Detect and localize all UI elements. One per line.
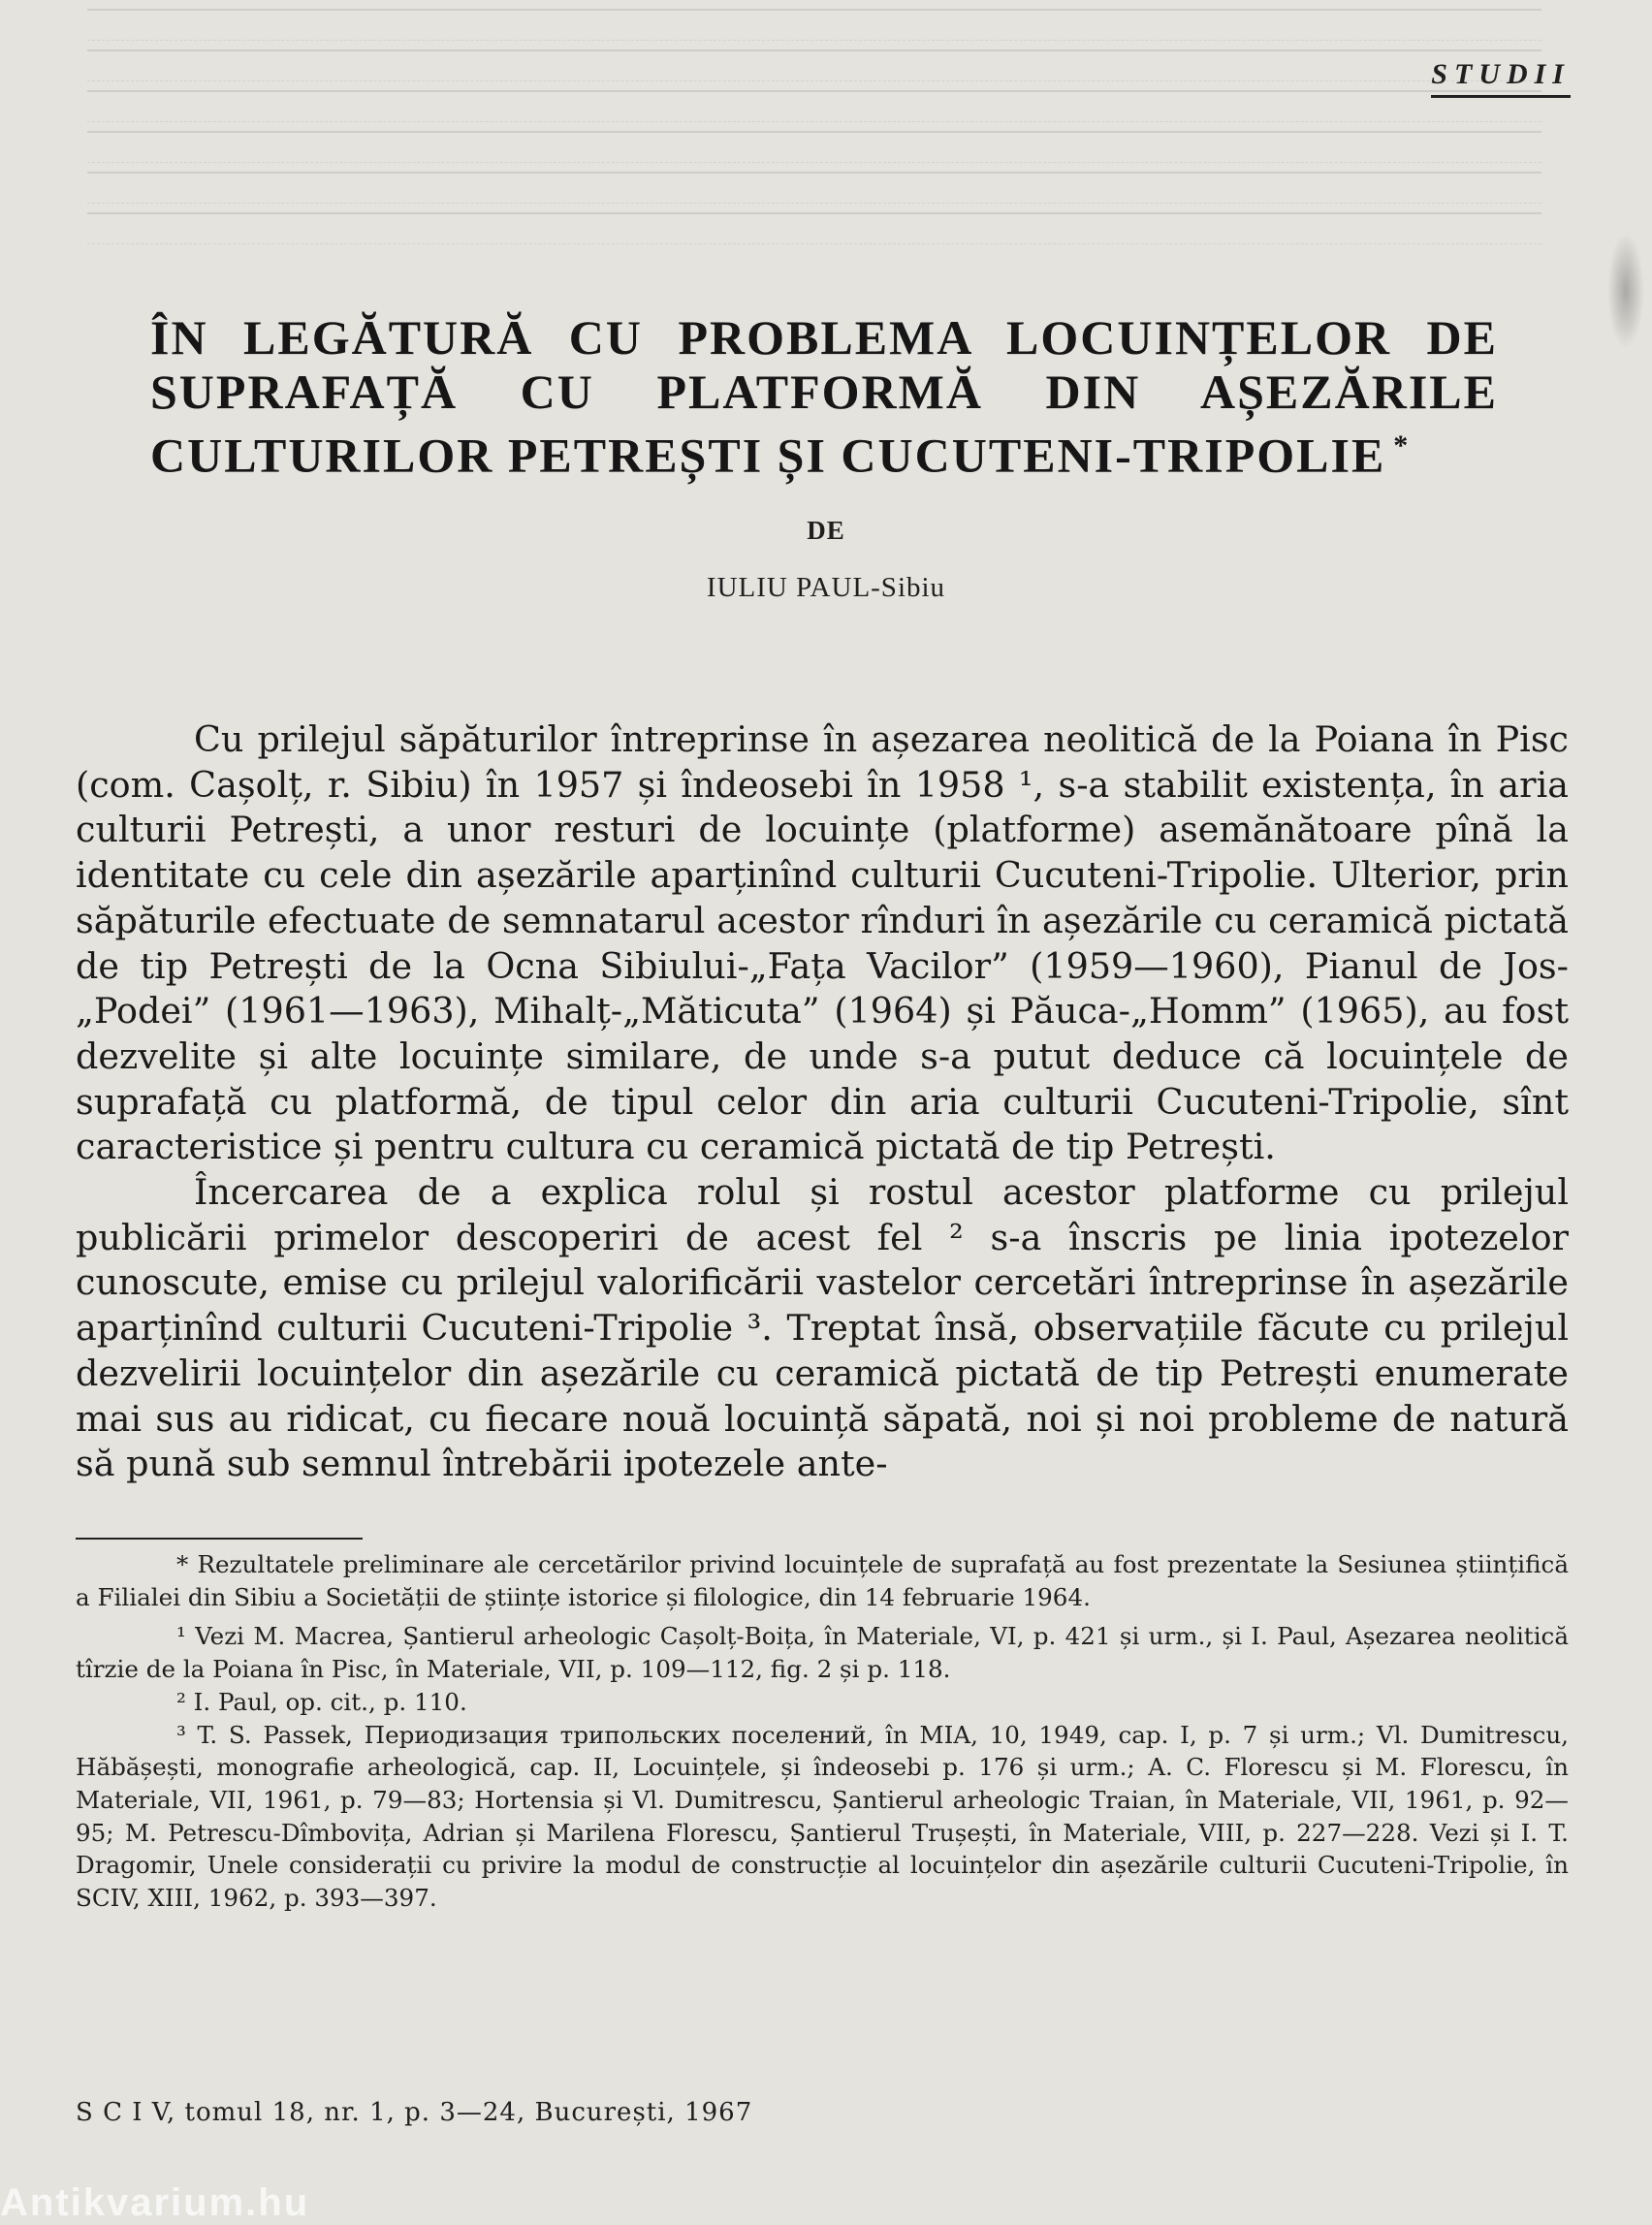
body-paragraph: Cu prilejul săpăturilor întreprinse în așezarea neolitică de la Poiana în Pisc (com. Cașolț, r. Sibiu) în 1957 și îndeosebi în 1958 ¹, s-a stabilit existența, în aria culturii Petrești, a unor resturi de locuințe (platforme) asemănătoare pînă la identitate cu cele din așezările aparținînd culturii Cucuteni-Tripolie. Ulterior, prin săpăturile efectuate de semnatarul acestor rînduri în așezările cu ceramică pictată de tip Petrești de la Ocna Sibiului-„Fața Vacilor” (1959—1960), Pianul de Jos-„Podei” (1961—1963), Mihalț-„Măticuta” (1964) și Păuca-„Homm” (1965), au fost dezvelite și alte locuințe similare, de unde s-a putut deduce că locuințele de suprafață cu platformă, de tipul celor din aria culturii Cucuteni-Tripolie, sînt caracteristice și pentru cultura cu ceramică pictată de tip Petrești. (76, 718, 1569, 1168)
byline-de: DE (807, 516, 845, 545)
title-footnote-marker: * (1393, 429, 1411, 461)
footnotes (76, 1548, 1569, 1915)
article-body (76, 717, 1569, 1487)
footnote-separator (76, 1538, 363, 1540)
author-name: IULIU PAUL-Sibiu (706, 572, 946, 603)
page-stain (1607, 233, 1644, 349)
body-paragraph: Încercarea de a explica rolul și rostul acestor platforme cu prilejul publicării primelor descoperiri de acest fel ² s-a înscris pe linia ipotezelor cunoscute, emise cu prilejul valorificării vastelor cercetări întreprinse în așezările aparținînd culturii Cucuteni-Tripolie ³. Treptat însă, observațiile făcute cu prilejul dezvelirii locuințelor din așezările cu ceramică pictată de tip Petrești enumerate mai sus au ridicat, cu fiecare nouă locuință săpată, noi și noi probleme de natură să pună sub semnul întrebării ipotezele ante- (76, 1171, 1569, 1485)
journal-citation: S C I V, tomul 18, nr. 1, p. 3—24, București, 1967 (76, 2098, 753, 2127)
bleed-through-text (87, 0, 1541, 291)
footnote-1: ¹ Vezi M. Macrea, Șantierul arheologic Cașolț-Boița, în Materiale, VI, p. 421 și urm., și I. Paul, Așezarea neolitică tîrzie de la Poiana în Pisc, în Materiale, VII, p. 109—112, fig. 2 și p. 118. (76, 1622, 1569, 1684)
footnote-star: * Rezultatele preliminare ale cercetărilor privind locuințele de suprafață au fost prezentate la Sesiunea științifică a Filialei din Sibiu a Societății de științe istorice și filologice, din 14 februarie 1964. (76, 1550, 1569, 1611)
article-title (150, 310, 1498, 483)
footnote-2: ² I. Paul, op. cit., p. 110. (176, 1687, 467, 1716)
title-line-3-text: CULTURILOR PETREȘTI ȘI CUCUTENI-TRIPOLIE (150, 428, 1386, 483)
title-line-3 (150, 419, 1498, 483)
section-label: STUDII (1431, 58, 1571, 98)
title-line-1: ÎN LEGĂTURĂ CU PROBLEMA LOCUINȚELOR DE (150, 310, 1498, 365)
footnote-3: ³ T. S. Passek, Периодизация трипольских поселений, în MIA, 10, 1949, cap. I, p. 7 și urm.; Vl. Dumitrescu, Hăbășești, monografie arheologică, cap. II, Locuințele, și îndeosebi p. 176 și urm.; A. C. Florescu și M. Florescu, în Materiale, VII, 1961, p. 79—83; Hortensia și Vl. Dumitrescu, Șantierul arheologic Traian, în Materiale, VII, 1961, p. 92—95; M. Petrescu-Dîmbovița, Adrian și Marilena Florescu, Șantierul Trușești, în Materiale, VIII, p. 227—228. Vezi și I. T. Dragomir, Unele considerații cu privire la modul de construcție al locuințelor din așezările culturii Cucuteni-Tripolie, în SCIV, XIII, 1962, p. 393—397. (76, 1720, 1569, 1913)
watermark: Antikvarium.hu (0, 2181, 310, 2224)
title-line-2: SUPRAFAȚĂ CU PLATFORMĂ DIN AȘEZĂRILE (150, 365, 1498, 419)
